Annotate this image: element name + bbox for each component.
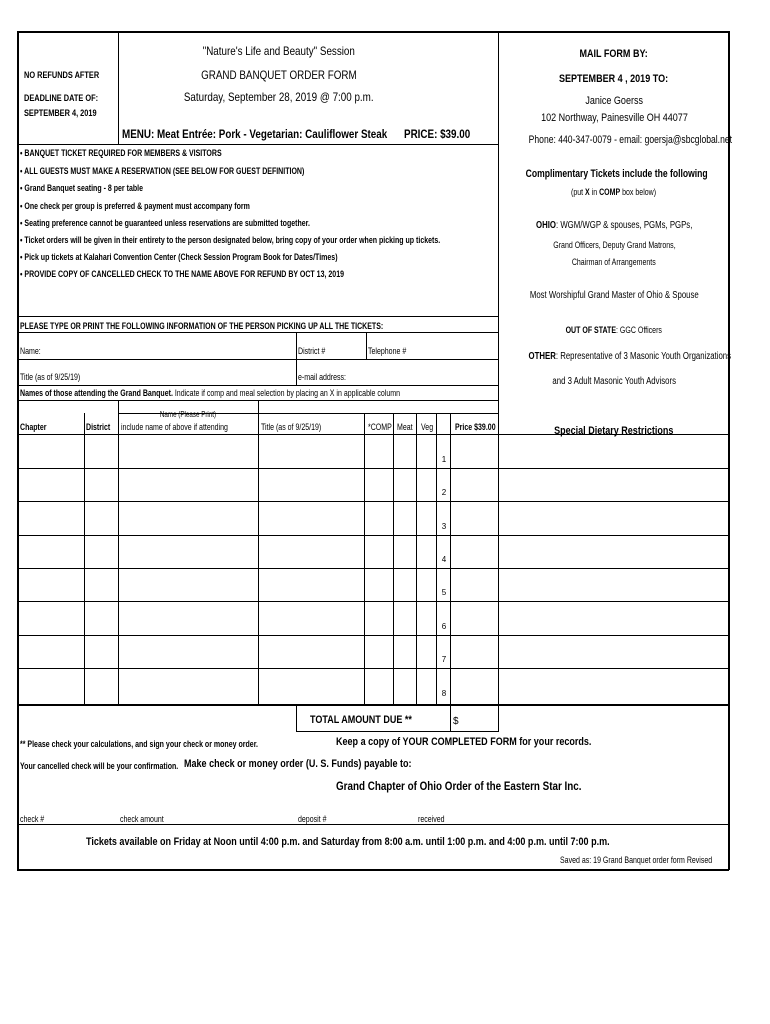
col-name: include name of above if attending xyxy=(121,422,228,432)
ohio-line-2: Grand Officers, Deputy Grand Matrons, xyxy=(552,240,676,250)
row-number: 5 xyxy=(441,588,447,597)
other-line-2: and 3 Adult Masonic Youth Advisors xyxy=(552,376,676,387)
check-number-field[interactable]: check # xyxy=(20,814,45,824)
comp-title: Complimentary Tickets include the following xyxy=(525,168,708,180)
mail-address: 102 Northway, Painesville OH 44077 xyxy=(540,112,688,124)
total-amount-label: TOTAL AMOUNT DUE ** xyxy=(310,714,412,726)
deadline-date: SEPTEMBER 4, 2019 xyxy=(24,108,97,118)
deadline-label: DEADLINE DATE OF: xyxy=(24,93,99,103)
col-title: Title (as of 9/25/19) xyxy=(261,422,322,432)
comp-note: (put X in COMP box below) xyxy=(571,187,657,197)
name-field[interactable]: Name: xyxy=(20,346,41,356)
no-refunds-label: NO REFUNDS AFTER xyxy=(24,70,100,80)
pickup-heading: PLEASE TYPE OR PRINT THE FOLLOWING INFORMATION OF THE PERSON PICKING UP ALL THE TICKETS: xyxy=(20,321,384,331)
ohio-line: OHIO: WGM/WGP & spouses, PGMs, PGPs, xyxy=(535,220,693,231)
other-line: OTHER: Representative of 3 Masonic Youth Organizations xyxy=(528,351,732,362)
check-amount-field[interactable]: check amount xyxy=(120,814,164,824)
saved-as-note: Saved as: 19 Grand Banquet order form Revised xyxy=(560,855,713,865)
event-date: Saturday, September 28, 2019 @ 7:00 p.m. xyxy=(184,90,374,104)
row-number: 6 xyxy=(441,622,447,631)
keep-copy-note: Keep a copy of YOUR COMPLETED FORM for your records. xyxy=(336,736,592,748)
col-meat: Meat xyxy=(397,422,413,432)
col-comp: *COMP xyxy=(368,422,392,432)
col-price: Price $39.00 xyxy=(455,422,496,432)
payable-to-note: Make check or money order (U. S. Funds) payable to: xyxy=(184,758,412,770)
row-number: 8 xyxy=(441,689,447,698)
mail-date: SEPTEMBER 4 , 2019 TO: xyxy=(559,73,669,85)
rule-item: • BANQUET TICKET REQUIRED FOR MEMBERS & VISITORS xyxy=(20,148,222,158)
row-number: 4 xyxy=(441,555,447,564)
email-field[interactable]: e-mail address: xyxy=(298,372,346,382)
rule-item: • Grand Banquet seating - 8 per table xyxy=(20,183,143,193)
received-field[interactable]: received xyxy=(418,814,445,824)
menu-line: MENU: Meat Entrée: Pork - Vegetarian: Cauliflower Steak xyxy=(122,127,388,141)
mail-title: MAIL FORM BY: xyxy=(579,48,649,60)
col-special-dietary: Special Dietary Restrictions xyxy=(553,425,674,437)
row-number: 3 xyxy=(441,522,447,531)
tickets-available-note: Tickets available on Friday at Noon until 4:00 p.m. and Saturday from 8:00 a.m. until 1:00 p.m. and 4:00 p.m. until 7:00 p.m. xyxy=(86,836,610,848)
rule-item: • Seating preference cannot be guaranteed unless reservations are submitted together. xyxy=(20,218,310,228)
out-of-state-line: OUT OF STATE: GGC Officers xyxy=(565,325,663,335)
check-calc-note: ** Please check your calculations, and sign your check or money order. xyxy=(20,739,258,749)
attendees-instructions: Names of those attending the Grand Banquet. Indicate if comp and meal selection by placing an X in applicable column xyxy=(20,388,401,398)
col-district: District xyxy=(86,422,111,432)
ohio-line-4: Most Worshipful Grand Master of Ohio & Spouse xyxy=(529,290,699,301)
rule-item: • Ticket orders will be given in their entirety to the person designated below, bring copy of your order when picking up tickets. xyxy=(20,235,441,245)
telephone-field[interactable]: Telephone # xyxy=(368,346,407,356)
name-print-header: Name (Please Print) xyxy=(159,410,217,419)
total-dollar-sign: $ xyxy=(453,716,459,727)
mail-name: Janice Goerss xyxy=(585,95,643,107)
district-field[interactable]: District # xyxy=(298,346,326,356)
row-number: 1 xyxy=(441,455,447,464)
price-line: PRICE: $39.00 xyxy=(404,127,471,141)
cancelled-check-note: Your cancelled check will be your confirmation. xyxy=(20,761,179,771)
session-title: "Nature's Life and Beauty" Session xyxy=(202,44,356,58)
title-field[interactable]: Title (as of 9/25/19) xyxy=(20,372,81,382)
form-title: GRAND BANQUET ORDER FORM xyxy=(201,68,357,82)
rule-item: • One check per group is preferred & payment must accompany form xyxy=(20,201,250,211)
rule-item: • ALL GUESTS MUST MAKE A RESERVATION (SEE BELOW FOR GUEST DEFINITION) xyxy=(20,166,305,176)
mail-phone-email: Phone: 440-347-0079 - email: goersja@sbcglobal.net xyxy=(528,134,732,146)
deposit-number-field[interactable]: deposit # xyxy=(298,814,327,824)
row-number: 7 xyxy=(441,655,447,664)
row-number: 2 xyxy=(441,488,447,497)
rule-item: • Pick up tickets at Kalahari Convention Center (Check Session Program Book for Dates/Times) xyxy=(20,252,338,262)
col-chapter: Chapter xyxy=(20,422,47,432)
rule-item: • PROVIDE COPY OF CANCELLED CHECK TO THE NAME ABOVE FOR REFUND BY OCT 13, 2019 xyxy=(20,269,345,279)
col-veg: Veg xyxy=(421,422,434,432)
ohio-line-3: Chairman of Arrangements xyxy=(572,257,656,267)
payee-name: Grand Chapter of Ohio Order of the Eastern Star Inc. xyxy=(336,779,582,793)
